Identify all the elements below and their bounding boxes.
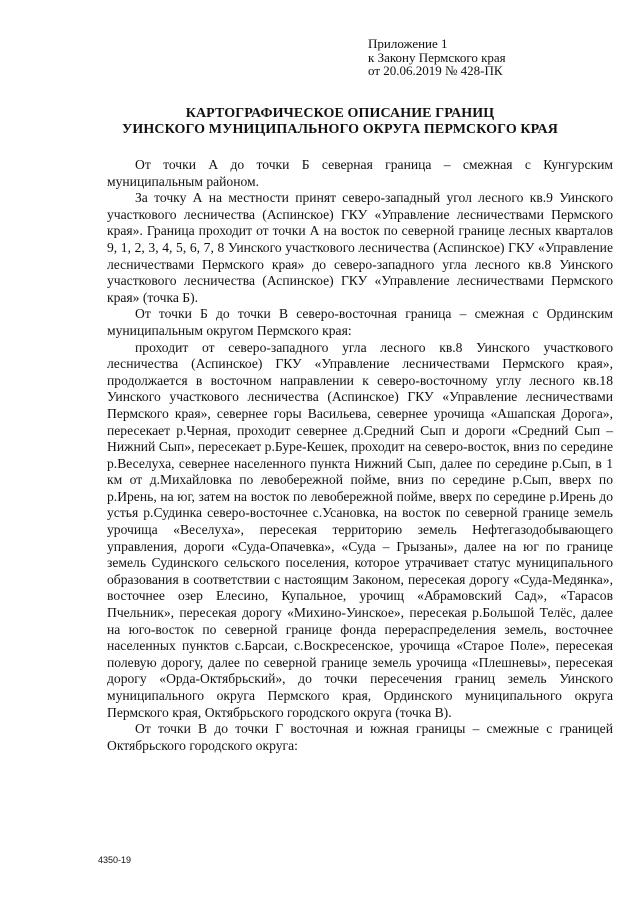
title-line-1: КАРТОГРАФИЧЕСКОЕ ОПИСАНИЕ ГРАНИЦ <box>185 106 495 121</box>
paragraph: От точки А до точки Б северная граница – смежная с Кунгурским муниципальным районом. <box>107 157 613 189</box>
document-body <box>107 157 613 754</box>
title-line-2: УИНСКОГО МУНИЦИПАЛЬНОГО ОКРУГА ПЕРМСКОГО КРАЯ <box>122 122 558 137</box>
paragraph: От точки В до точки Г восточная и южная границы – смежные с границей Октябрьского городского округа: <box>107 721 613 753</box>
appendix-line-1: Приложение 1 <box>368 36 448 51</box>
appendix-line-2: к Закону Пермского края <box>368 49 506 65</box>
paragraph: За точку А на местности принят северо-западный угол лесного кв.9 Уинского участкового лесничества (Аспинское) ГКУ «Управление лесничествами Пермского края». Граница проходит от точки А на восток по северной границе лесных кварталов 9, 1, 2, 3, 4, 5, 6, 7, 8 Уинского участкового лесничества (Аспинское) ГКУ «Управление лесничествами Пермского края» до северо-западного угла лесного кв.8 Уинского участкового лесничества (Аспинское) ГКУ «Управление лесничествами Пермского края» (точка Б). <box>107 190 613 305</box>
document-code: 4350-19 <box>98 855 132 865</box>
paragraph: проходит от северо-западного угла лесного кв.8 Уинского участкового лесничества (Аспинское) ГКУ «Управление лесничествами Пермского края», продолжается в восточном направлении к северо-восточному углу лесного кв.18 Уинского участкового лесничества (Аспинское) ГКУ «Управление лесничествами Пермского края», севернее горы Васильева, севернее урочища «Ашапская Дорога», пересекает р.Черная, проходит севернее д.Средний Сып и дороги «Средний Сып – Нижний Сып», пересекает р.Буре-Кешек, проходит на северо-восток, вниз по середине р.Веселуха, севернее населенного пункта Нижний Сып, далее по середине р.Сып, в 1 км от д.Михайловка по левобережной пойме, вниз по середине р.Сып, вверх по р.Ирень, на юг, затем на восток по левобережной пойме, вверх по середине р.Ирень до устья р.Судинка северо-восточнее с.Усановка, на восток по северной границе земель урочища «Веселуха», пересекая территорию земель Нефтегазодобывающего управления, дороги «Суда-Опачевка», «Суда – Грызаны», далее на юг по границе земель Судинского сельского поселения, которое утрачивает статус муниципального образования в соответствии с настоящим Законом, пересекая дорогу «Суда-Медянка», восточнее озер Елесино, Купальное, урочищ «Абрамовский Сад», «Тарасов Пчельник», пересекая дорогу «Михино-Уинское», пересекая р.Большой Телёс, далее на юго-восток по северной границе фонда перераспределения земель, восточнее населенных пунктов с.Барсаи, с.Воскресенское, урочища «Старое Поле», пересекая полевую дорогу, далее по северной границе земель урочища «Плешневы», пересекая дорогу «Орда-Октябрьский», до точки пересечения границ земель Уинского муниципального округа Пермского края, Ординского муниципального округа Пермского края, Октябрьского городского округа (точка В). <box>107 339 613 720</box>
appendix-header <box>368 37 506 78</box>
document-title <box>100 106 580 138</box>
paragraph: От точки Б до точки В северо-восточная граница – смежная с Ординским муниципальным округом Пермского края: <box>107 306 613 338</box>
appendix-line-3: от 20.06.2019 № 428-ПК <box>368 63 503 78</box>
